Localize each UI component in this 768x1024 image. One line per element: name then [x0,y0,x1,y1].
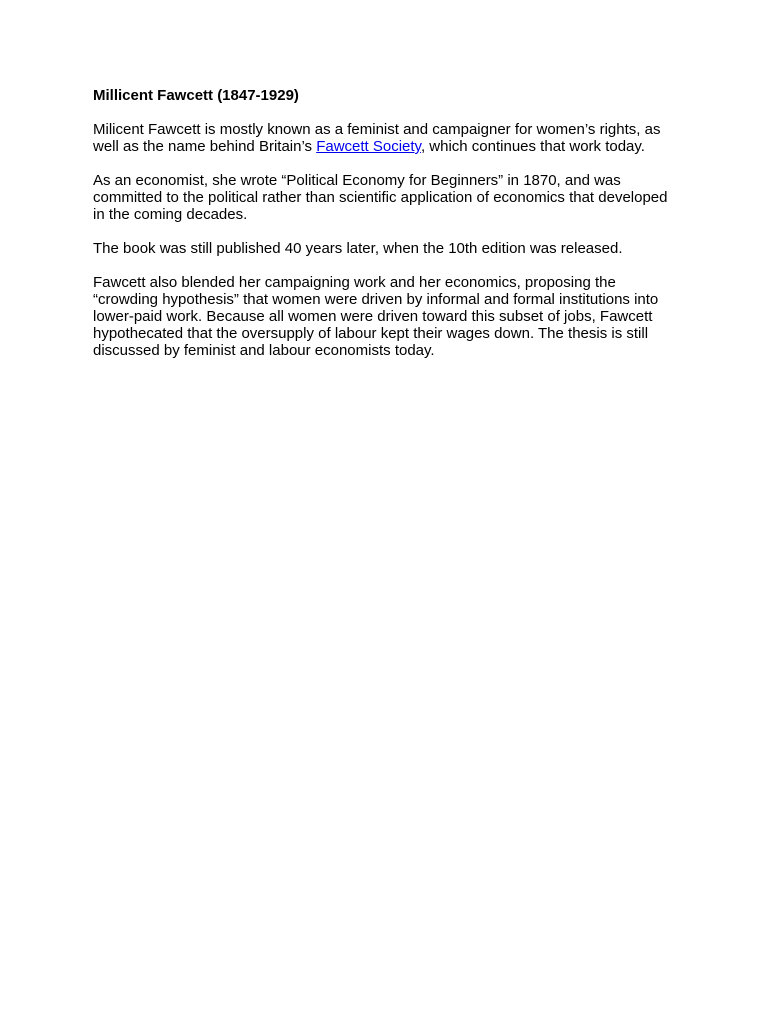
paragraph-intro-text-before: Milicent Fawcett is mostly known as a feminist and campaigner for women’s rights, as well as the name behind Britain’s [93,121,661,155]
paragraph-crowding-hypothesis: Fawcett also blended her campaigning work and her economics, proposing the “crowding hypothesis” that women were driven by informal and formal institutions into lower-paid work. Because all women were driven toward this subset of jobs, Fawcett hypothecated that the oversupply of labour kept their wages down. The thesis is still discussed by feminist and labour economists today. [93,274,659,359]
document-page [93,87,673,376]
paragraph-economist: As an economist, she wrote “Political Economy for Beginners” in 1870, and was committed to the political rather than scientific application of economics that developed in the coming decades. [93,172,668,223]
paragraph-book: The book was still published 40 years later, when the 10th edition was released. [93,240,623,257]
fawcett-society-link[interactable]: Fawcett Society [316,138,421,155]
document-title: Millicent Fawcett (1847-1929) [93,87,299,104]
paragraph-intro-text-after: , which continues that work today. [420,138,645,155]
paragraph-intro [93,121,673,155]
